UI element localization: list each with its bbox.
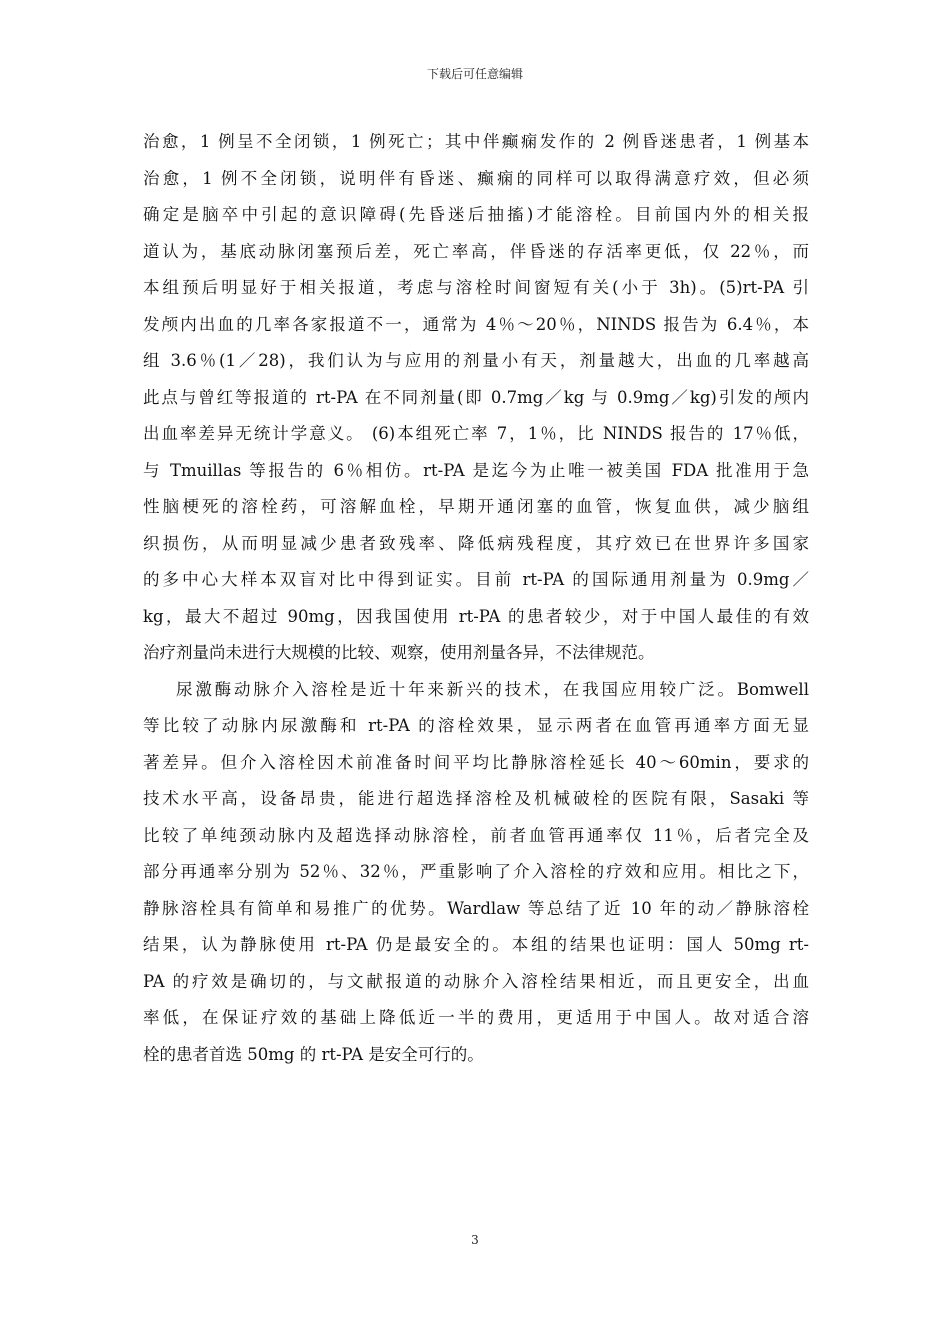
text-line: 静脉溶栓具有简单和易推广的优势。Wardlaw 等总结了近 10 年的动／静脉溶栓 [143, 898, 809, 918]
text-line: 栓的患者首选 50mg 的 rt-PA 是安全可行的。 [143, 1044, 484, 1064]
text-line: 部分再通率分别为 52％、32％，严重影响了介入溶栓的疗效和应用。相比之下， [143, 862, 809, 881]
text-line: kg，最大不超过 90mg，因我国使用 rt-PA 的患者较少，对于中国人最佳的有效 [143, 606, 809, 626]
text-line: 与 Tmuillas 等报告的 6％相仿。rt-PA 是迄今为止唯一被美国 FDA 批准用于急 [143, 460, 809, 480]
text-line: 治愈，1 例不全闭锁，说明伴有昏迷、癫痫的同样可以取得满意疗效，但必须 [143, 168, 809, 188]
text-line: 治疗剂量尚未进行大规模的比较、观察，使用剂量各异，不法律规范。 [143, 643, 655, 662]
text-line: 此点与曾红等报道的 rt-PA 在不同剂量(即 0.7mg／kg 与 0.9mg／kg)引发的颅内 [143, 387, 809, 407]
text-line: 著差异。但介入溶栓因术前准备时间平均比静脉溶栓延长 40～60min，要求的 [143, 752, 809, 772]
text-line: 本组预后明显好于相关报道，考虑与溶栓时间窗短有关(小于 3h)。(5)rt-PA 引 [143, 278, 809, 297]
text-line: 技术水平高，设备昂贵，能进行超选择溶栓及机械破栓的医院有限，Sasaki 等 [143, 789, 809, 808]
text-line: 性脑梗死的溶栓药，可溶解血栓，早期开通闭塞的血管，恢复血供，减少脑组 [143, 497, 809, 516]
text-line: 尿激酶动脉介入溶栓是近十年来新兴的技术，在我国应用较广泛。Bomwell [176, 679, 809, 699]
text-line: 出血率差异无统计学意义。 (6)本组死亡率 7，1％，比 NINDS 报告的 17％低， [143, 424, 809, 443]
text-line: 组 3.6％(1／28)，我们认为与应用的剂量小有天，剂量越大，出血的几率越高 [143, 351, 809, 370]
text-line: 等比较了动脉内尿激酶和 rt-PA 的溶栓效果，显示两者在血管再通率方面无显 [143, 716, 809, 735]
text-line: 的多中心大样本双盲对比中得到证实。目前 rt-PA 的国际通用剂量为 0.9mg／ [143, 570, 809, 589]
page-header: 下载后可任意编辑 [426, 67, 523, 81]
text-line: 率低，在保证疗效的基础上降低近一半的费用，更适用于中国人。故对适合溶 [143, 1008, 809, 1027]
text-line: 确定是脑卒中引起的意识障碍(先昏迷后抽搐)才能溶栓。目前国内外的相关报 [143, 205, 809, 224]
page-number: 3 [471, 1233, 479, 1247]
text-line: 治愈，1 例呈不全闭锁，1 例死亡；其中伴癫痫发作的 2 例昏迷患者，1 例基本 [143, 132, 809, 151]
text-line: 结果，认为静脉使用 rt-PA 仍是最安全的。本组的结果也证明：国人 50mg rt- [143, 935, 809, 954]
text-line: PA 的疗效是确切的，与文献报道的动脉介入溶栓结果相近，而且更安全，出血 [143, 971, 809, 991]
paragraph-2 [143, 672, 809, 1074]
text-line: 比较了单纯颈动脉内及超选择动脉溶栓，前者血管再通率仅 11％，后者完全及 [143, 825, 809, 845]
paragraph-1 [143, 124, 809, 672]
text-line: 织损伤，从而明显减少患者致残率、降低病残程度，其疗效已在世界许多国家 [143, 533, 809, 553]
text-line: 道认为，基底动脉闭塞预后差，死亡率高，伴昏迷的存活率更低，仅 22％，而 [143, 241, 809, 261]
text-line: 发颅内出血的几率各家报道不一，通常为 4％～20％，NINDS 报告为 6.4％，本 [143, 314, 809, 334]
document-body [143, 124, 809, 1073]
